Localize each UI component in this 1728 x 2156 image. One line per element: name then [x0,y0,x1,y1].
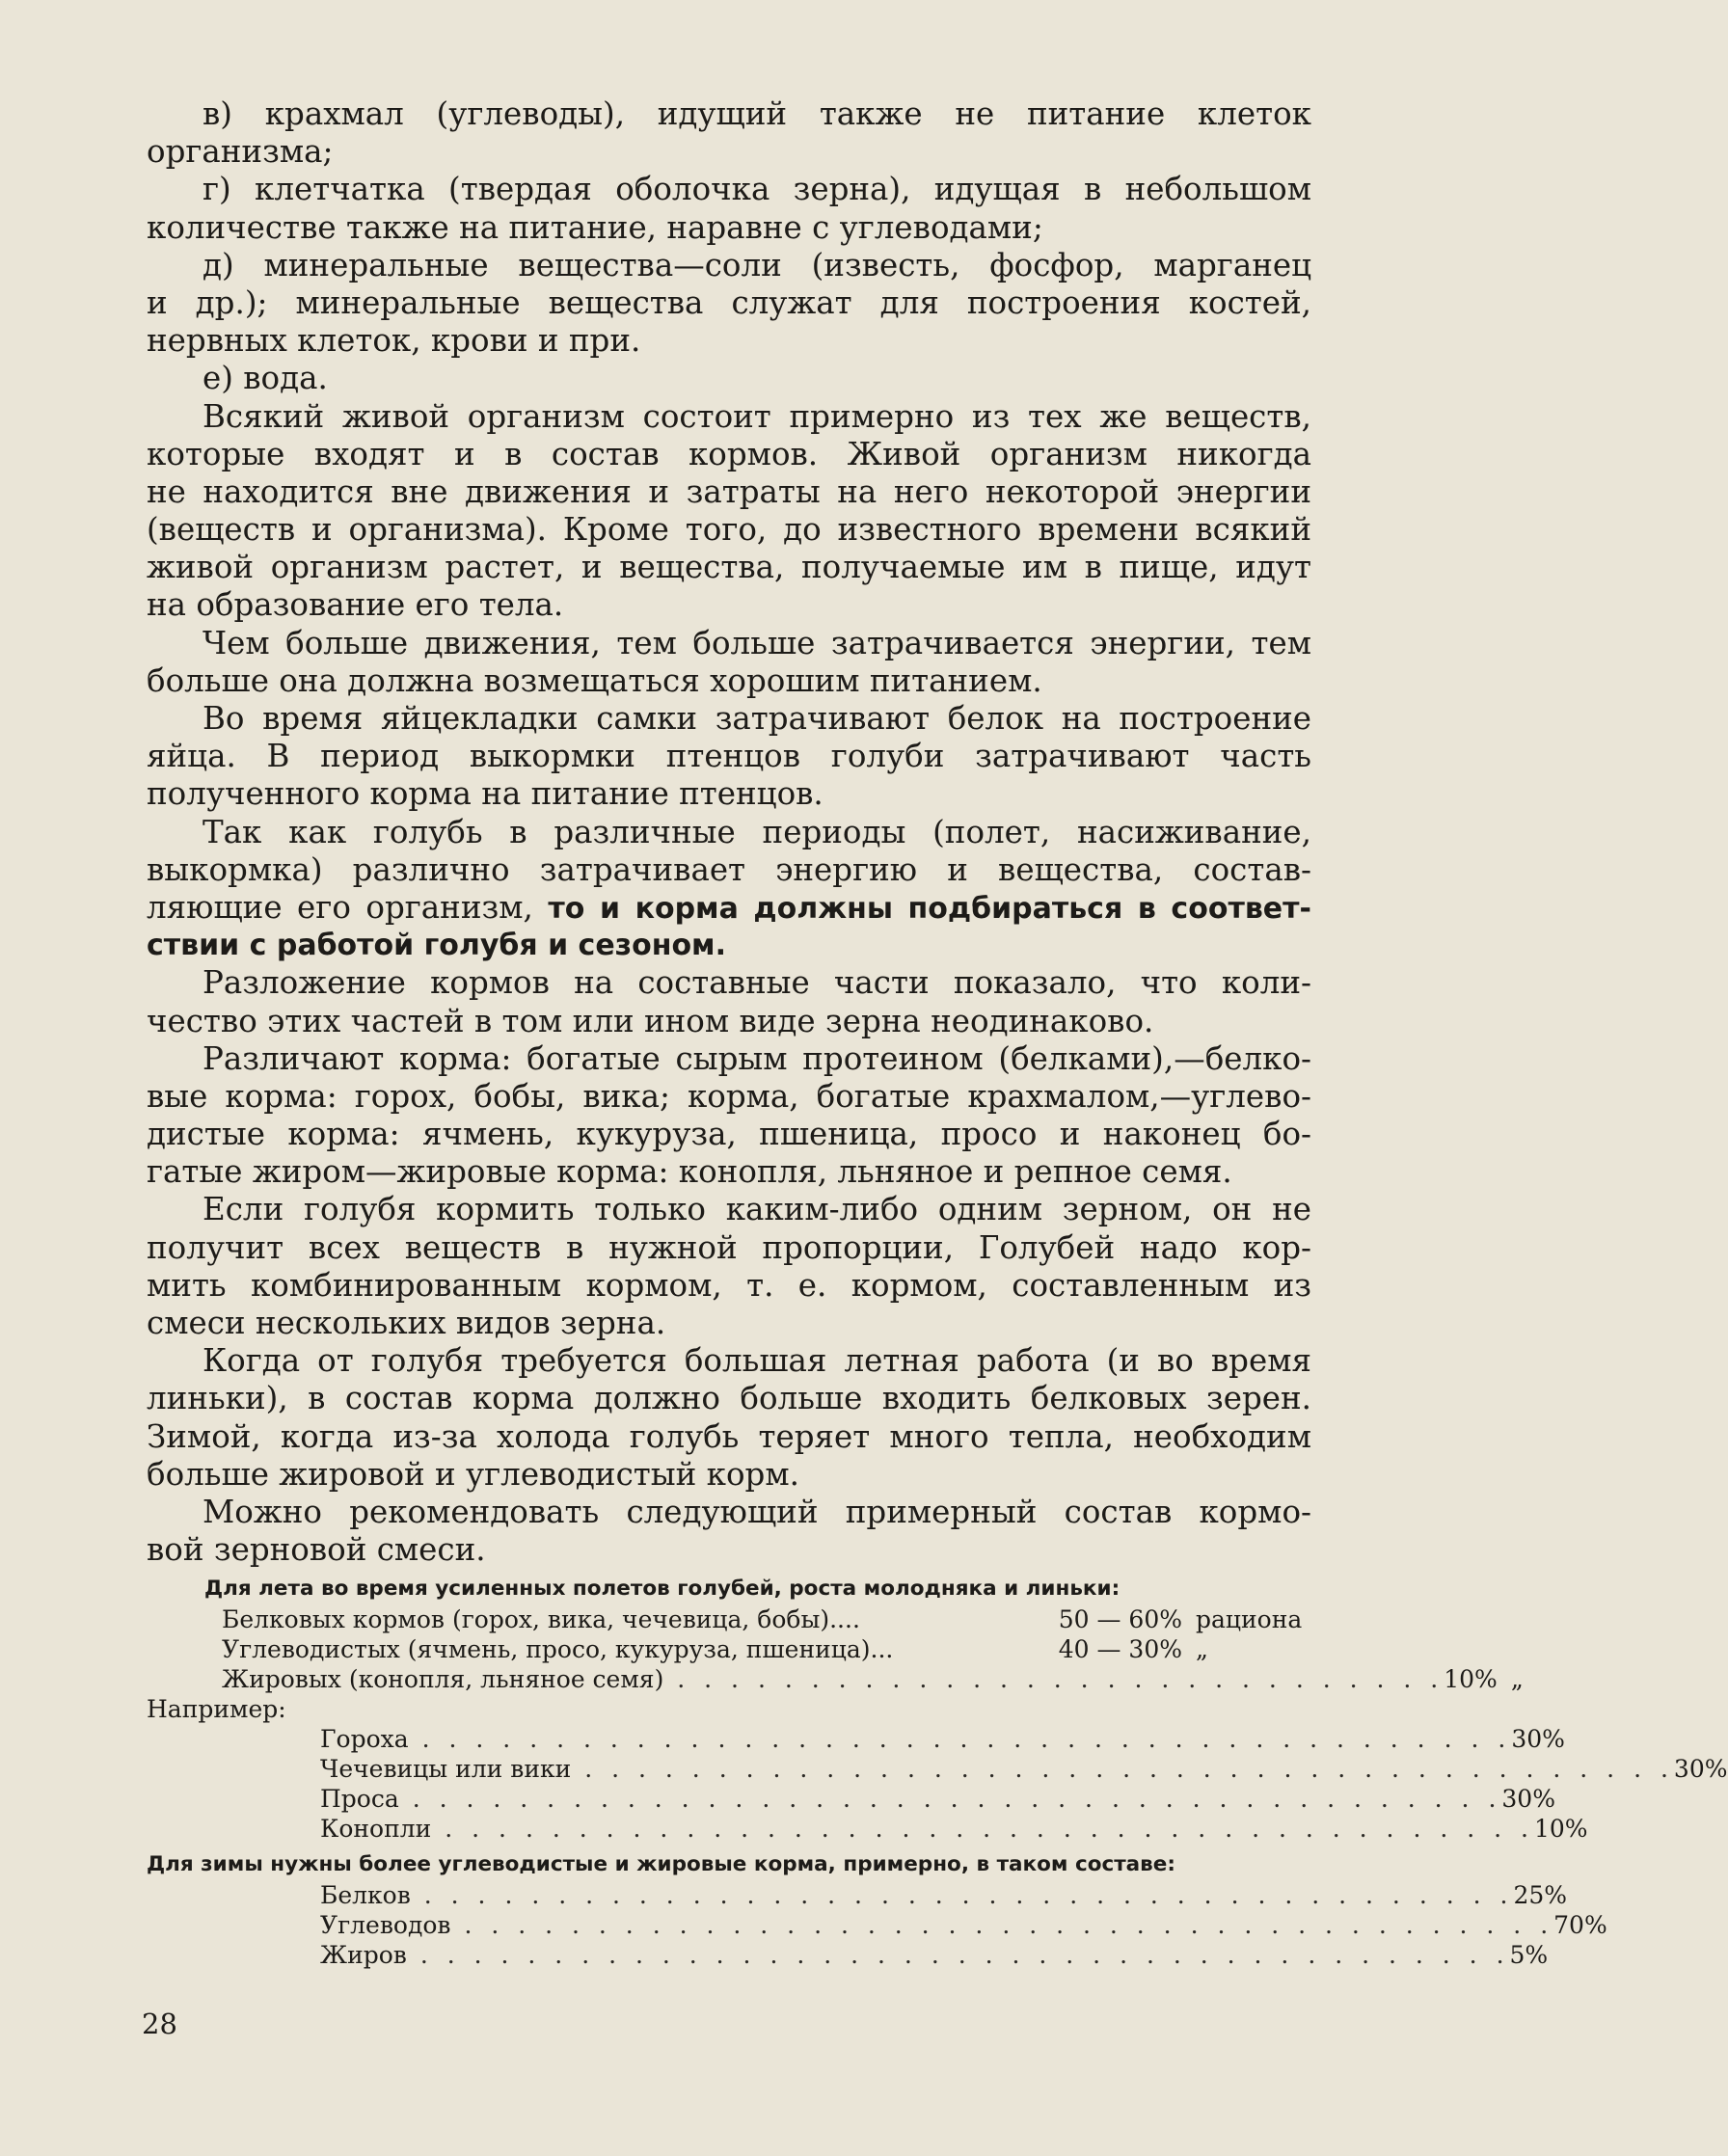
text-line: которые входят и в состав кормов. Живой организм никогда [147,435,1311,472]
text-line: яйца. В период выкормки птенцов голуби затрачивают часть [147,738,1311,775]
text-line: и др.); минеральные вещества служат для построения костей, [147,283,1311,321]
row-name: Жировых (конопля, льняное семя) [222,1665,664,1693]
row-value: 30% [1511,1725,1565,1753]
summer-row [147,1634,1311,1664]
leader-dots: . . . . . . . . . . . . . . . . . . . . . . . . . . . . . . . . . . . . . . . . . [406,1941,1510,1969]
row-name: Белковых кормов (горох, вика, чечевица, бобы).... [222,1605,860,1633]
row-name: Углеводистых (ячмень, просо, кукуруза, пшеница)... [222,1635,894,1663]
row-value: 5% [1509,1941,1549,1969]
page-number: 28 [142,2008,177,2040]
row-value: 30% [1673,1755,1728,1783]
text-line: чество этих частей в том или ином виде зерна неодинаково. [147,1002,1154,1039]
summer-row [147,1604,1311,1634]
text-line: организма; [147,133,334,171]
example-label: Например: [147,1695,286,1723]
winter-row [147,1880,1568,1910]
text-line: получит всех веществ в нужной пропорции, Голубей надо кор- [147,1228,1311,1266]
text-line-bold: то и корма должны подбираться в соответ- [548,891,1311,926]
text-line: Различают корма: богатые сырым протеином (белками),—белко- [202,1039,1311,1077]
summer-row [147,1664,1524,1694]
row-value: 40 — 30% [1058,1635,1182,1663]
row-tail: рациона [1196,1605,1303,1633]
text-line [147,889,1311,927]
feed-composition [147,1574,1728,1970]
text-line: вые корма: горох, бобы, вика; корма, богатые крахмалом,—углево- [147,1077,1311,1115]
text-line: Зимой, когда из-за холода голубь теряет много тепла, необходим [147,1417,1311,1455]
row-name: Углеводов [320,1911,451,1939]
row-name: Чечевицы или вики [320,1755,572,1783]
row-value: 25% [1513,1881,1568,1909]
row-name: Гороха [320,1725,409,1753]
text-line: Если голубя кормить только каким-либо одним зерном, он не [202,1191,1311,1228]
row-value: 10% [1444,1665,1498,1693]
row-tail: „ [1196,1635,1208,1663]
row-name: Жиров [320,1941,407,1969]
row-tail: „ [1510,1665,1524,1693]
summer-heading: Для лета во время усиленных полетов голубей, роста молодняка и линьки: [204,1577,1120,1601]
text-line: Всякий живой организм состоит примерно из тех же веществ, [202,397,1311,435]
row-name: Конопли [320,1815,432,1843]
text-line: смеси нескольких видов зерна. [147,1305,666,1341]
text-line: нервных клеток, крови и при. [147,322,641,360]
winter-heading: Для зимы нужны более углеводистые и жировые корма, примерно, в таком составе: [147,1852,1175,1876]
body-text [147,95,1311,1569]
row-value: 50 — 60% [1058,1605,1182,1633]
text-line: в) крахмал (углеводы), идущий также не питание клеток [202,95,1311,132]
text-line: дистые корма: ячмень, кукуруза, пшеница, просо и наконец бо- [147,1116,1311,1153]
text-line: д) минеральные вещества—соли (известь, фосфор, марганец [202,246,1311,283]
example-row [147,1784,1555,1814]
text-line: на образование его тела. [147,586,564,624]
text-line-regular: ляющие его организм, [147,888,533,926]
row-name: Проса [320,1785,399,1813]
text-line: Во время яйцекладки самки затрачивают белок на построение [202,700,1311,737]
leader-dots: . . . . . . . . . . . . . . . . . . . . . . . . . . . . . . . . . . . . . . . . . [410,1881,1514,1909]
row-name: Белков [320,1881,411,1909]
text-line: Так как голубь в различные периоды (полет, насиживание, [202,813,1311,850]
row-value: 70% [1553,1911,1607,1939]
text-line: е) вода. [202,360,328,397]
text-line: не находится вне движения и затраты на него некоторой энергии [147,472,1311,510]
example-row [147,1724,1565,1754]
winter-row [147,1910,1607,1940]
leader-dots: . . . . . . . . . . . . . . . . . . . . . . . . . . . . . . . . . . . . . . . . . [398,1785,1502,1813]
leader-dots: . . . . . . . . . . . . . . . . . . . . . . . . . . . . . . . . . . . . . . . . . [571,1755,1674,1783]
text-line: полученного корма на питание птенцов. [147,775,824,813]
leader-dots: . . . . . . . . . . . . . . . . . . . . . . . . . . . . . . . . . . . . . . . . . [408,1725,1512,1753]
row-value: 30% [1501,1785,1555,1813]
text-line: вой зерновой смеси. [147,1531,486,1569]
winter-row [147,1940,1549,1970]
example-row [147,1754,1728,1784]
text-line-bold: ствии с работой голубя и сезоном. [147,929,726,963]
text-line: (веществ и организма). Кроме того, до известного времени всякий [147,511,1311,549]
leader-dots: . . . . . . . . . . . . . . . . . . . . . . . . . . . . . . . . . . . . . . . . . [431,1815,1534,1843]
text-line: выкормка) различно затрачивает энергию и вещества, состав- [147,850,1311,888]
text-line: Чем больше движения, тем больше затрачивается энергии, тем [202,624,1311,661]
leader-dots: . . . . . . . . . . . . . . . . . . . . . . . . . . . . . . . . . . . . . . . . . [450,1911,1554,1939]
leader-dots: . . . . . . . . . . . . . . . . . . . . . . . . . . . . . [663,1665,1444,1693]
text-line: гатые жиром—жировые корма: конопля, льняное и репное семя. [147,1153,1232,1191]
text-line: Разложение кормов на составные части показало, что коли- [202,964,1311,1002]
text-line: больше жировой и углеводистый корм. [147,1455,799,1493]
text-line: Когда от голубя требуется большая летная работа (и во время [202,1342,1311,1380]
text-line: количестве также на питание, наравне с углеводами; [147,208,1043,246]
example-row [147,1814,1588,1844]
row-value: 10% [1533,1815,1588,1843]
text-line: Можно рекомендовать следующий примерный состав кормо- [202,1493,1311,1530]
text-line: линьки), в состав корма должно больше входить белковых зерен. [147,1380,1311,1417]
text-line: живой организм растет, и вещества, получаемые им в пище, идут [147,549,1311,586]
text-line: мить комбинированным кормом, т. е. кормом, составленным из [147,1266,1311,1304]
text-line: больше она должна возмещаться хорошим питанием. [147,661,1042,699]
text-line: г) клетчатка (твердая оболочка зерна), идущая в небольшом [202,171,1311,208]
